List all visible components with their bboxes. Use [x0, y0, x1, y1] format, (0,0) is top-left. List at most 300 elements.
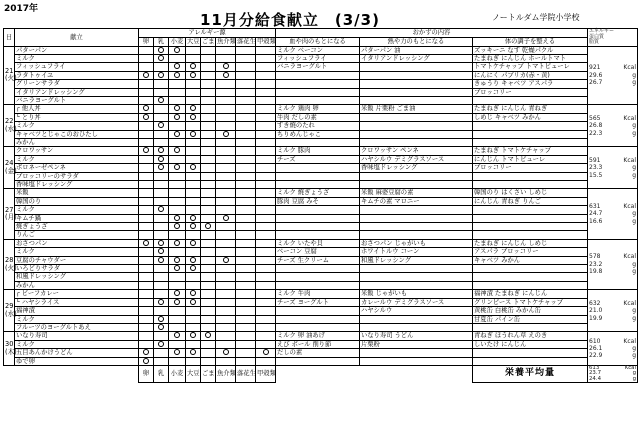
nutrition-line: 19.9 g: [589, 314, 636, 322]
footer-allergen-shellfish: 甲殻類: [256, 365, 276, 383]
allergen-seafood-cell: [216, 298, 236, 306]
yellow-group-ingredients: [360, 323, 473, 331]
date-header: 日: [4, 29, 15, 47]
nutrition-line: 921 Kcal: [589, 64, 636, 72]
allergen-peanut-cell: [236, 46, 256, 54]
allergen-egg-cell: [139, 88, 154, 96]
allergen-milk-cell: [154, 214, 169, 222]
green-group-ingredients: ズッキーニ なす 乾燥パクル: [473, 46, 588, 54]
green-group-ingredients: ブロッコリー: [473, 164, 588, 172]
menu-item: 焼ぎょうざ: [15, 223, 139, 231]
allergen-egg-cell: [139, 96, 154, 104]
table-row: [4, 298, 638, 306]
red-group-ingredients: [276, 138, 360, 146]
allergen-milk-cell: [154, 105, 169, 113]
allergen-soy-cell: [186, 122, 201, 130]
allergen-mark-icon: [190, 257, 196, 263]
allergen-soy-cell: [186, 332, 201, 340]
allergen-peanut-cell: [236, 349, 256, 357]
red-group-ingredients: ミルク 卵 油あげ: [276, 332, 360, 340]
green-group-ingredients: グリンピース トマトケチャップ: [473, 298, 588, 306]
nutrition-line: 565 Kcal: [589, 114, 636, 122]
allergen-milk-cell: [154, 122, 169, 130]
allergen-soy-cell: [186, 46, 201, 54]
footer-allergen-seafood: 魚介類: [216, 365, 236, 383]
allergen-mark-icon: [174, 164, 180, 170]
allergen-milk-cell: [154, 189, 169, 197]
menu-item: ラタトゥイユ: [15, 71, 139, 79]
allergen-mark-icon: [174, 147, 180, 153]
yellow-group-ingredients: 香味塩ドレッシング: [360, 164, 473, 172]
allergen-wheat-cell: [169, 80, 186, 88]
allergen-seafood-cell: [216, 357, 236, 365]
red-group-ingredients: [276, 71, 360, 79]
allergen-wheat-cell: [169, 290, 186, 298]
allergen-sesame-cell: [201, 63, 216, 71]
allergen-sesame-cell: [201, 130, 216, 138]
allergen-milk-cell: [154, 155, 169, 163]
allergen-shellfish-cell: [256, 290, 276, 298]
allergen-shellfish-cell: [256, 80, 276, 88]
yellow-group-ingredients: [360, 96, 473, 104]
allergen-wheat-cell: [169, 54, 186, 62]
allergen-soy-cell: [186, 214, 201, 222]
yellow-group-ingredients: クロワッサン ペンネ: [360, 147, 473, 155]
allergen-seafood-cell: [216, 248, 236, 256]
nutrition-line: 610 Kcal: [589, 337, 636, 345]
green-group-ingredients: [473, 214, 588, 222]
allergen-sesame-cell: [201, 138, 216, 146]
allergen-wheat-cell: [169, 122, 186, 130]
nutrition-line: 578 Kcal: [589, 253, 636, 261]
allergen-mark-icon: [190, 349, 196, 355]
menu-item: パターパン: [15, 46, 139, 54]
allergen-sesame-cell: [201, 248, 216, 256]
allergen-mark-icon: [158, 72, 164, 78]
allergen-shellfish-cell: [256, 122, 276, 130]
menu-item: ┌ ビーフカレー: [15, 290, 139, 298]
allergen-seafood-cell: [216, 122, 236, 130]
green-group-ingredients: [473, 181, 588, 189]
allergen-seafood-cell: [216, 96, 236, 104]
allergen-soy-cell: [186, 147, 201, 155]
allergen-seafood-cell: [216, 138, 236, 146]
yellow-group-ingredients: [360, 130, 473, 138]
allergen-peanut-cell: [236, 315, 256, 323]
allergen-milk-cell: [154, 130, 169, 138]
allergen-seafood-cell: [216, 290, 236, 298]
allergen-mark-icon: [158, 248, 164, 254]
red-group-ingredients: ミルク いたや貝: [276, 239, 360, 247]
nutrition-values: [588, 290, 638, 332]
allergen-egg-cell: [139, 349, 154, 357]
yellow-group-ingredients: [360, 349, 473, 357]
allergen-mark-icon: [174, 299, 180, 305]
red-group-ingredients: [276, 80, 360, 88]
red-group-ingredients: ベーコン 豆腐: [276, 248, 360, 256]
allergen-egg-cell: [139, 113, 154, 121]
red-group-ingredients: 豚肉 豆腐 みそ: [276, 197, 360, 205]
allergen-sesame-cell: [201, 323, 216, 331]
allergen-egg-cell: [139, 181, 154, 189]
allergen-milk-cell: [154, 206, 169, 214]
allergen-mark-icon: [158, 156, 164, 162]
allergen-shellfish-cell: [256, 307, 276, 315]
table-row: [4, 96, 638, 104]
allergen-milk-cell: [154, 239, 169, 247]
allergen-soy-cell: [186, 189, 201, 197]
allergen-peanut-cell: [236, 307, 256, 315]
red-group-ingredients: [276, 357, 360, 365]
allergen-wheat-cell: [169, 273, 186, 281]
table-row: [4, 189, 638, 197]
allergen-soy-cell: [186, 298, 201, 306]
day-date: 29 (水): [4, 290, 15, 332]
green-group-ingredients: [473, 122, 588, 130]
green-group-ingredients: [473, 130, 588, 138]
energy-header: エネルギー 蛋白質 脂質: [588, 29, 638, 47]
yellow-group-ingredients: 片栗粉: [360, 340, 473, 348]
red-group-header: 血や肉のもとになる: [276, 37, 360, 46]
yellow-group-ingredients: 米飯 じゃがいも: [360, 290, 473, 298]
allergen-mark-icon: [223, 215, 229, 221]
allergen-peanut-header: 落花生: [237, 37, 256, 45]
allergen-seafood-cell: [216, 147, 236, 155]
menu-item: ゆで卵: [15, 357, 139, 365]
allergen-egg-header: 卵: [139, 37, 154, 46]
allergen-wheat-cell: [169, 189, 186, 197]
allergen-sesame-cell: [201, 122, 216, 130]
allergen-sesame-cell: [201, 88, 216, 96]
green-group-ingredients: トマトケチャップ トマトピューレ: [473, 63, 588, 71]
allergen-soy-header: 大豆: [187, 37, 200, 45]
yellow-group-ingredients: [360, 273, 473, 281]
allergen-mark-icon: [158, 341, 164, 347]
allergen-egg-cell: [139, 172, 154, 180]
table-row: [4, 273, 638, 281]
allergen-egg-cell: [139, 54, 154, 62]
allergen-milk-cell: [154, 96, 169, 104]
red-group-ingredients: ミルク ベーコン: [276, 46, 360, 54]
green-group-ingredients: しいたけ にんじん: [473, 340, 588, 348]
table-row: [4, 323, 638, 331]
allergen-mark-icon: [174, 114, 180, 120]
menu-item: 五目あんかけうどん: [15, 349, 139, 357]
allergen-soy-cell: [186, 54, 201, 62]
average-label: 栄養平均量: [473, 365, 588, 383]
allergen-wheat-header: 小麦: [169, 37, 186, 46]
allergen-mark-icon: [158, 299, 164, 305]
allergen-milk-cell: [154, 357, 169, 365]
allergen-mark-icon: [174, 265, 180, 271]
allergen-milk-cell: [154, 281, 169, 289]
allergen-egg-cell: [139, 315, 154, 323]
allergen-shellfish-cell: [256, 189, 276, 197]
footer-allergen-wheat: 小麦: [169, 365, 186, 383]
allergen-mark-icon: [143, 105, 149, 111]
allergen-wheat-cell: [169, 63, 186, 71]
allergen-peanut-cell: [236, 273, 256, 281]
allergen-mark-icon: [190, 332, 196, 338]
allergen-wheat-cell: [169, 130, 186, 138]
red-group-ingredients: [276, 273, 360, 281]
allergen-egg-cell: [139, 80, 154, 88]
table-row: [4, 105, 638, 113]
allergen-egg-cell: [139, 248, 154, 256]
allergen-egg-cell: [139, 265, 154, 273]
menu-item: キャベツとじゃこのおひたし: [15, 130, 139, 138]
allergen-wheat-cell: [169, 239, 186, 247]
table-row: [4, 223, 638, 231]
green-group-ingredients: [473, 273, 588, 281]
allergen-wheat-cell: [169, 256, 186, 264]
nutrition-values: [588, 332, 638, 366]
yellow-group-ingredients: [360, 231, 473, 239]
yellow-group-ingredients: [360, 63, 473, 71]
allergen-peanut-cell: [236, 130, 256, 138]
allergen-wheat-cell: [169, 214, 186, 222]
allergen-shellfish-cell: [256, 357, 276, 365]
green-group-ingredients: 韓国のり はくさい しめじ: [473, 189, 588, 197]
allergen-sesame-cell: [201, 206, 216, 214]
nutrition-line: 29.6 g: [589, 71, 636, 79]
allergen-sesame-cell: [201, 357, 216, 365]
nutrition-line: 24.7 g: [589, 210, 636, 218]
yellow-group-ingredients: 和風ドレッシング: [360, 256, 473, 264]
allergen-egg-cell: [139, 63, 154, 71]
allergen-peanut-cell: [236, 164, 256, 172]
yellow-group-ingredients: [360, 357, 473, 365]
menu-item: クロワッサン: [15, 147, 139, 155]
red-group-ingredients: ちりめんじゃこ: [276, 130, 360, 138]
allergen-soy-cell: [186, 231, 201, 239]
table-row: [4, 147, 638, 155]
allergen-mark-icon: [174, 47, 180, 53]
allergen-mark-icon: [223, 72, 229, 78]
green-group-ingredients: [473, 323, 588, 331]
allergen-egg-cell: [139, 155, 154, 163]
allergen-soy-cell: [186, 71, 201, 79]
day-date: 21 (火): [4, 46, 15, 105]
allergen-mark-icon: [174, 131, 180, 137]
table-row: [4, 130, 638, 138]
allergen-mark-icon: [143, 358, 149, 364]
yellow-group-header: 熱や力のもとになる: [360, 37, 473, 46]
allergen-seafood-cell: [216, 113, 236, 121]
average-nutrition: [588, 365, 638, 383]
menu-item: └ とり丼: [15, 113, 139, 121]
allergen-wheat-cell: [169, 105, 186, 113]
allergen-mark-icon: [143, 114, 149, 120]
allergen-sesame-cell: [201, 332, 216, 340]
yellow-group-ingredients: [360, 315, 473, 323]
allergen-peanut-cell: [236, 248, 256, 256]
allergen-sesame-cell: [201, 340, 216, 348]
table-row: [4, 181, 638, 189]
allergen-mark-icon: [174, 72, 180, 78]
allergen-mark-icon: [143, 72, 149, 78]
allergen-mark-icon: [158, 122, 164, 128]
menu-item: ┌ 他人丼: [15, 105, 139, 113]
allergen-sesame-cell: [201, 239, 216, 247]
menu-item: 香味塩ドレッシング: [15, 181, 139, 189]
table-row: [4, 332, 638, 340]
allergen-mark-icon: [174, 332, 180, 338]
allergen-wheat-cell: [169, 181, 186, 189]
allergen-wheat-cell: [169, 315, 186, 323]
yellow-group-ingredients: [360, 88, 473, 96]
day-date: 27 (月): [4, 189, 15, 239]
table-row: [4, 164, 638, 172]
green-group-ingredients: [473, 138, 588, 146]
table-row: [4, 265, 638, 273]
allergen-soy-cell: [186, 223, 201, 231]
allergen-mark-icon: [158, 47, 164, 53]
allergen-mark-icon: [190, 164, 196, 170]
allergen-soy-cell: [186, 181, 201, 189]
allergen-soy-cell: [186, 88, 201, 96]
allergen-peanut-cell: [236, 214, 256, 222]
allergen-peanut-cell: [236, 256, 256, 264]
allergen-seafood-cell: [216, 315, 236, 323]
allergen-shellfish-cell: [256, 265, 276, 273]
allergen-sesame-cell: [201, 46, 216, 54]
allergen-wheat-cell: [169, 231, 186, 239]
allergen-wheat-cell: [169, 223, 186, 231]
allergy-header: アレルギー源: [139, 29, 276, 38]
allergen-shellfish-cell: [256, 206, 276, 214]
nutrition-values: [588, 189, 638, 239]
allergen-milk-cell: [154, 63, 169, 71]
allergen-milk-cell: [154, 147, 169, 155]
allergen-seafood-cell: [216, 197, 236, 205]
allergen-egg-cell: [139, 138, 154, 146]
allergen-shellfish-cell: [256, 323, 276, 331]
allergen-egg-cell: [139, 71, 154, 79]
menu-item: グリーンサラダ: [15, 80, 139, 88]
allergen-sesame-cell: [201, 349, 216, 357]
green-group-ingredients: [473, 265, 588, 273]
allergen-seafood-cell: [216, 155, 236, 163]
nutrition-line: 21.0 g: [589, 307, 636, 315]
yellow-group-ingredients: パターパン 油: [360, 46, 473, 54]
menu-item: ミルク: [15, 206, 139, 214]
green-group-ingredients: キャベツ みかん: [473, 256, 588, 264]
allergen-peanut-cell: [236, 206, 256, 214]
green-group-ingredients: 青ねぎ ほうれん草 えのき: [473, 332, 588, 340]
allergen-mark-icon: [223, 131, 229, 137]
red-group-ingredients: [276, 265, 360, 273]
allergen-shellfish-cell: [256, 340, 276, 348]
allergen-wheat-cell: [169, 155, 186, 163]
menu-item: ミルク: [15, 122, 139, 130]
allergen-sesame-cell: [201, 197, 216, 205]
allergen-egg-cell: [139, 357, 154, 365]
allergen-soy-cell: [186, 197, 201, 205]
green-group-ingredients: アスパラ ブロッコリー: [473, 248, 588, 256]
allergen-egg-cell: [139, 273, 154, 281]
yellow-group-ingredients: [360, 181, 473, 189]
green-group-ingredients: ブロッコリー: [473, 88, 588, 96]
allergen-mark-icon: [223, 349, 229, 355]
allergen-peanut-cell: [236, 357, 256, 365]
allergen-seafood-cell: [216, 105, 236, 113]
allergen-seafood-cell: [216, 273, 236, 281]
allergen-milk-cell: [154, 231, 169, 239]
nutrition-values: [588, 239, 638, 289]
green-group-ingredients: しめじ キャベツ みかん: [473, 113, 588, 121]
allergen-egg-cell: [139, 239, 154, 247]
yellow-group-ingredients: [360, 172, 473, 180]
allergen-soy-cell: [186, 206, 201, 214]
allergen-seafood-cell: [216, 340, 236, 348]
day-date: 24 (金): [4, 147, 15, 189]
table-row: [4, 231, 638, 239]
allergen-egg-cell: [139, 164, 154, 172]
allergen-peanut-cell: [236, 281, 256, 289]
allergen-egg-cell: [139, 147, 154, 155]
allergen-peanut-cell: [236, 113, 256, 121]
red-group-ingredients: [276, 88, 360, 96]
allergen-shellfish-cell: [256, 88, 276, 96]
menu-item: 和風ドレッシング: [15, 273, 139, 281]
red-group-ingredients: チーズ ヨーグルト: [276, 298, 360, 306]
yellow-group-ingredients: [360, 80, 473, 88]
allergen-egg-cell: [139, 105, 154, 113]
footer-allergen-soy: 大豆: [186, 365, 201, 383]
allergen-sesame-cell: [201, 214, 216, 222]
allergen-shellfish-cell: [256, 71, 276, 79]
allergen-peanut-cell: [236, 223, 256, 231]
allergen-egg-cell: [139, 281, 154, 289]
school-name: ノートルダム学院小学校: [492, 13, 580, 22]
red-group-ingredients: ミルク 焼ぎょうざ: [276, 189, 360, 197]
allergen-soy-cell: [186, 357, 201, 365]
allergen-wheat-cell: [169, 138, 186, 146]
allergen-shellfish-cell: [256, 130, 276, 138]
allergen-soy-cell: [186, 96, 201, 104]
allergen-milk-cell: [154, 164, 169, 172]
menu-item: 豆腐のチャウダー: [15, 256, 139, 264]
allergen-mark-icon: [158, 147, 164, 153]
allergen-sesame-cell: [201, 113, 216, 121]
allergen-soy-cell: [186, 290, 201, 298]
allergen-wheat-cell: [169, 113, 186, 121]
allergen-sesame-cell: [201, 189, 216, 197]
allergen-peanut-cell: [236, 181, 256, 189]
allergen-seafood-cell: [216, 80, 236, 88]
allergen-milk-cell: [154, 332, 169, 340]
red-group-ingredients: [276, 307, 360, 315]
allergen-soy-cell: [186, 256, 201, 264]
allergen-peanut-cell: [236, 122, 256, 130]
green-group-ingredients: 黄桃缶 白桃缶 みかん缶: [473, 307, 588, 315]
allergen-peanut-cell: [236, 298, 256, 306]
allergen-egg-cell: [139, 307, 154, 315]
nutrition-line: 22.9 g: [589, 352, 636, 360]
nutrition-line: 19.8 g: [589, 268, 636, 276]
yellow-group-ingredients: おさつパン じゃがいも: [360, 239, 473, 247]
allergen-soy-cell: [186, 172, 201, 180]
table-row: [4, 197, 638, 205]
allergen-peanut-cell: [236, 88, 256, 96]
allergen-wheat-cell: [169, 323, 186, 331]
menu-table: [3, 28, 638, 383]
allergen-shellfish-cell: [256, 349, 276, 357]
yellow-group-ingredients: [360, 122, 473, 130]
allergen-mark-icon: [263, 349, 269, 355]
allergen-peanut-cell: [236, 265, 256, 273]
